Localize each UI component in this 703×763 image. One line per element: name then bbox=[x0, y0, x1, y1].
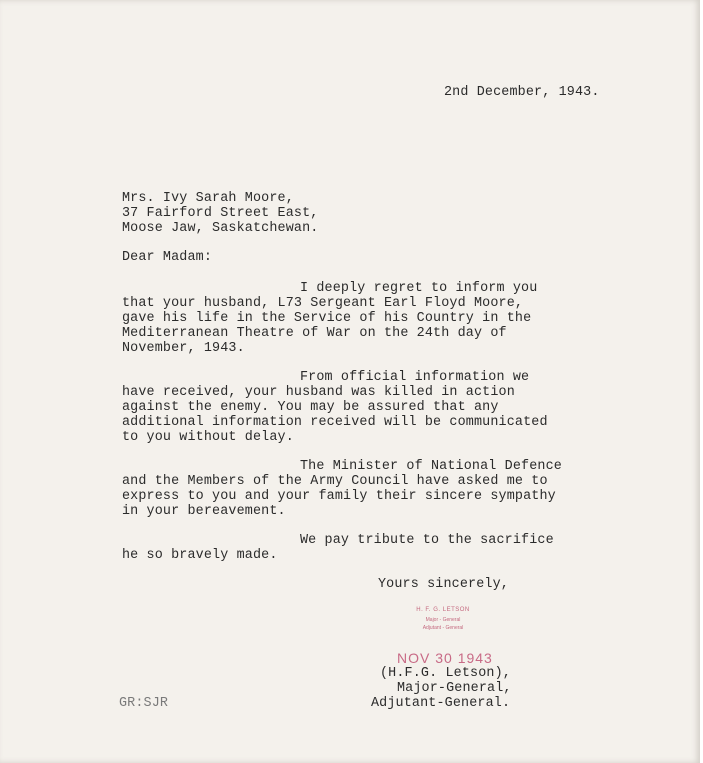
body-line: additional information received will be communicated bbox=[122, 415, 548, 430]
address-line: 37 Fairford Street East, bbox=[122, 206, 319, 221]
address-line: Moose Jaw, Saskatchewan. bbox=[122, 221, 319, 236]
signatory-line: Adjutant-General. bbox=[371, 696, 511, 711]
closing: Yours sincerely, bbox=[378, 577, 509, 592]
salutation: Dear Madam: bbox=[122, 250, 213, 265]
body-line: express to you and your family their sincere sympathy bbox=[122, 489, 556, 504]
signature-stamp-rank: Major - General bbox=[425, 617, 461, 623]
body-line: Mediterranean Theatre of War on the 24th day of bbox=[122, 326, 507, 341]
body-line: From official information we bbox=[300, 370, 530, 385]
signature-stamp-name: H. F. G. LETSON bbox=[416, 607, 470, 613]
received-date-stamp: NOV 30 1943 bbox=[397, 650, 493, 666]
body-line: he so bravely made. bbox=[122, 548, 278, 563]
signature-stamp-title: Adjutant - General bbox=[422, 625, 464, 631]
reference-initials: GR:SJR bbox=[119, 696, 169, 711]
body-line: The Minister of National Defence bbox=[300, 459, 562, 474]
body-line: and the Members of the Army Council have asked me to bbox=[122, 474, 548, 489]
letter-date: 2nd December, 1943. bbox=[444, 85, 600, 100]
body-line: in your bereavement. bbox=[122, 504, 286, 519]
body-line: We pay tribute to the sacrifice bbox=[300, 533, 554, 548]
signatory-line: Major-General, bbox=[397, 681, 512, 696]
body-line: that your husband, L73 Sergeant Earl Floyd Moore, bbox=[122, 296, 524, 311]
body-line: November, 1943. bbox=[122, 341, 245, 356]
body-line: against the enemy. You may be assured that any bbox=[122, 400, 499, 415]
body-line: gave his life in the Service of his Country in the bbox=[122, 311, 532, 326]
body-line: I deeply regret to inform you bbox=[300, 281, 538, 296]
body-line: have received, your husband was killed in action bbox=[122, 385, 515, 400]
address-line: Mrs. Ivy Sarah Moore, bbox=[122, 191, 294, 206]
body-line: to you without delay. bbox=[122, 430, 294, 445]
signatory-line: (H.F.G. Letson), bbox=[380, 666, 511, 681]
